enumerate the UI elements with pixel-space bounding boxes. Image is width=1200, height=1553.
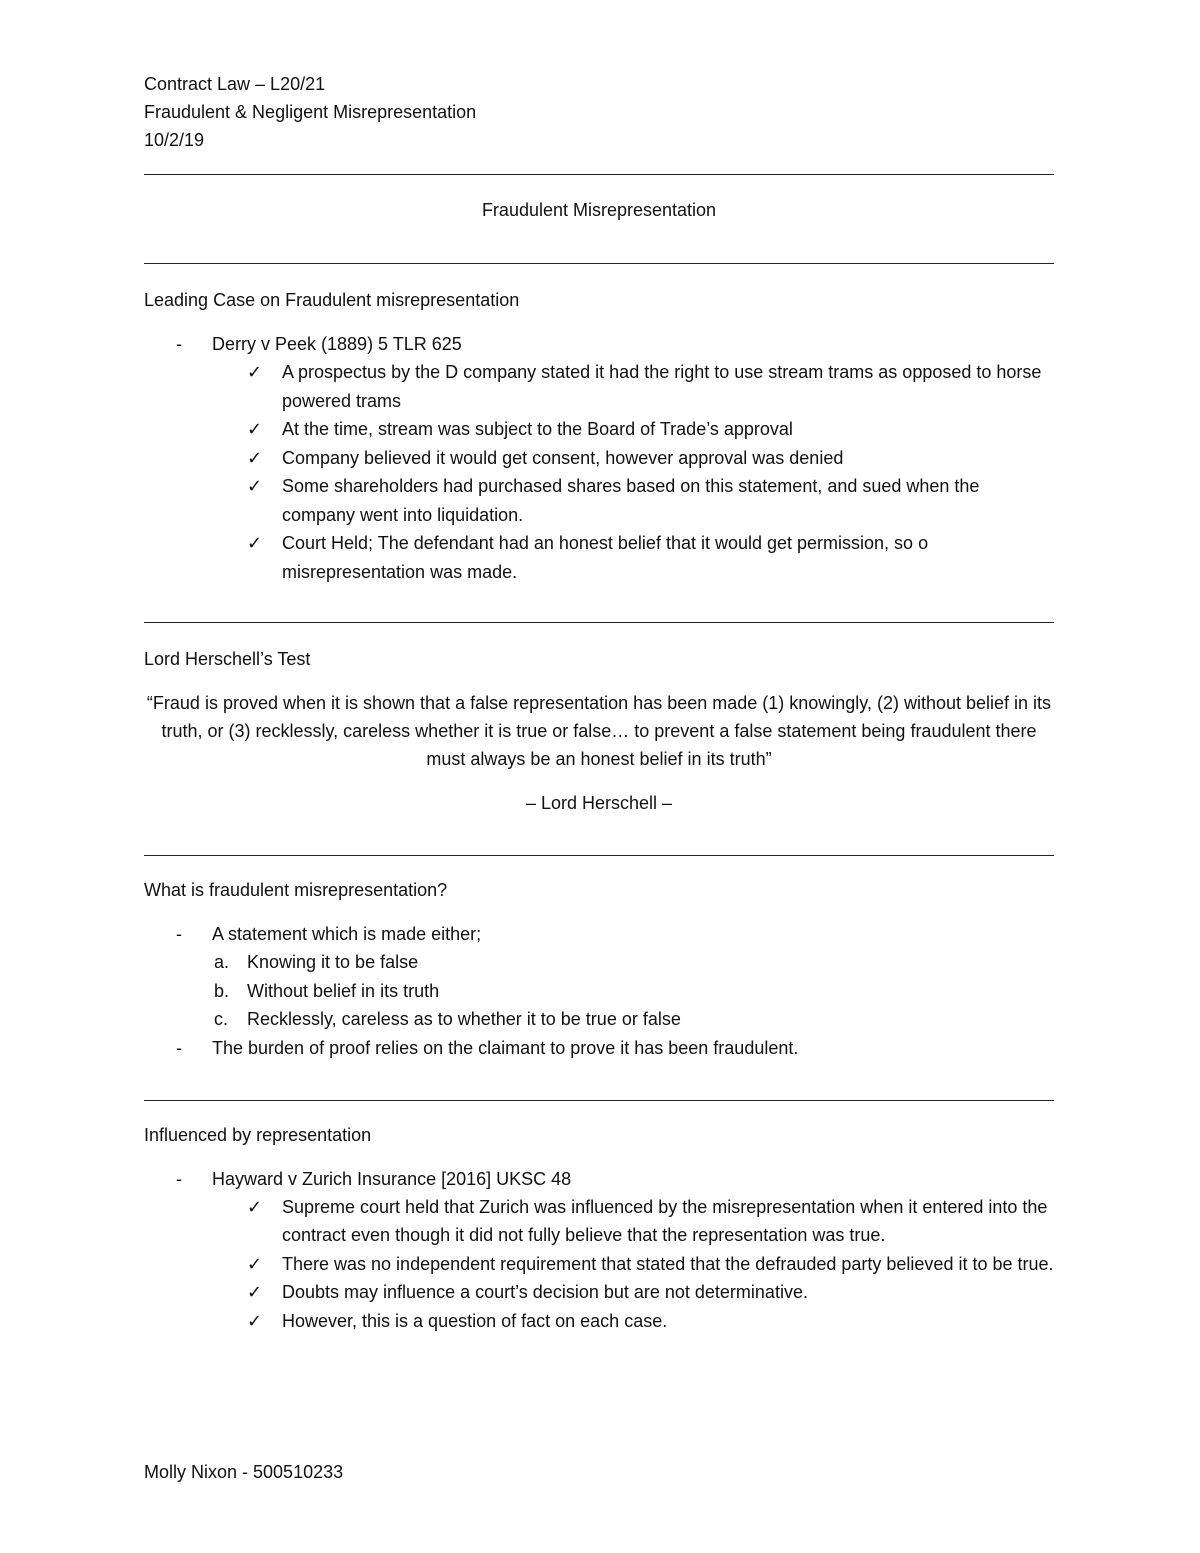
lecture-date: 10/2/19 (144, 130, 205, 150)
list-item (144, 444, 1054, 473)
list-item (144, 977, 1054, 1006)
point-text: However, this is a question of fact on each case. (282, 1310, 668, 1331)
divider (144, 855, 1054, 856)
point-text: Company believed it would get consent, however approval was denied (282, 447, 844, 468)
list-item (144, 1250, 1054, 1279)
list-item (144, 1165, 1054, 1193)
point-text: Court Held; The defendant had an honest belief that it would get permission, so o misrepresentation was made. (282, 533, 929, 582)
item-letter: b. (214, 980, 230, 1001)
leading-case-list (144, 330, 1054, 586)
document-header (144, 70, 1054, 154)
case-name: Derry v Peek (1889) 5 TLR 625 (212, 334, 462, 354)
check-icon: ✓ (247, 1310, 263, 1331)
dash-bullet: - (176, 1037, 182, 1058)
divider (144, 622, 1054, 623)
influenced-list (144, 1165, 1054, 1336)
list-item (144, 1278, 1054, 1307)
check-icon: ✓ (247, 1282, 263, 1302)
page-footer: Molly Nixon - 500510233 (144, 1462, 344, 1482)
list-item (144, 472, 1054, 529)
item-text: Knowing it to be false (247, 952, 419, 972)
course-title: Contract Law – L20/21 (144, 74, 326, 94)
dash-bullet: - (176, 924, 182, 944)
check-icon: ✓ (247, 419, 263, 439)
influenced-heading: Influenced by representation (144, 1124, 372, 1145)
check-icon: ✓ (247, 1253, 263, 1274)
list-item (144, 358, 1054, 415)
check-icon: ✓ (247, 533, 263, 553)
check-icon: ✓ (247, 447, 263, 468)
list-item (144, 1307, 1054, 1336)
point-text: At the time, stream was subject to the Board of Trade’s approval (282, 419, 793, 439)
list-item (144, 1193, 1054, 1250)
point-text: Doubts may influence a court’s decision but are not determinative. (282, 1282, 808, 1302)
item-text: Without belief in its truth (247, 980, 440, 1001)
list-item (144, 330, 1054, 358)
item-letter: a. (214, 952, 230, 972)
point-text: Some shareholders had purchased shares based on this statement, and sued when the company went into liquidation. (282, 476, 980, 525)
divider (144, 263, 1054, 264)
dash-bullet: - (176, 334, 182, 354)
point-text: Supreme court held that Zurich was influenced by the misrepresentation when it entered into the contract even though it did not fully believe that the representation was true. (282, 1196, 1048, 1245)
point-text: A prospectus by the D company stated it had the right to use stream trams as opposed to horse powered trams (282, 362, 1042, 411)
item-text: The burden of proof relies on the claimant to prove it has been fraudulent. (212, 1037, 799, 1058)
list-item (144, 529, 1054, 586)
list-item (144, 415, 1054, 444)
herschell-quote: “Fraud is proved when it is shown that a false representation has been made (1) knowingly, (2) without belief in its truth, or (3) recklessly, careless whether it is true or false… to prevent a false statement being fraudulent there must always be an honest belief in its truth” (146, 693, 1052, 769)
item-text: Recklessly, careless as to whether it to be true or false (247, 1009, 681, 1029)
definition-list (144, 920, 1054, 1062)
list-item (144, 920, 1054, 948)
quote-attribution: – Lord Herschell – (525, 793, 673, 813)
list-item (144, 1034, 1054, 1062)
test-heading: Lord Herschell’s Test (144, 649, 311, 669)
list-item (144, 948, 1054, 977)
check-icon: ✓ (247, 476, 263, 496)
check-icon: ✓ (247, 362, 263, 382)
list-item (144, 1005, 1054, 1034)
dash-bullet: - (176, 1168, 182, 1189)
item-letter: c. (214, 1009, 229, 1029)
item-text: A statement which is made either; (212, 924, 482, 944)
definition-heading: What is fraudulent misrepresentation? (144, 880, 448, 900)
lecture-topic: Fraudulent & Negligent Misrepresentation (144, 102, 477, 122)
divider (144, 174, 1054, 175)
leading-case-heading: Leading Case on Fraudulent misrepresentation (144, 290, 520, 310)
case-name: Hayward v Zurich Insurance [2016] UKSC 48 (212, 1168, 572, 1189)
point-text: There was no independent requirement that stated that the defrauded party believed it to be true. (282, 1253, 1054, 1274)
document-page (144, 70, 1054, 1335)
divider (144, 1100, 1054, 1101)
check-icon: ✓ (247, 1196, 263, 1217)
section-title: Fraudulent Misrepresentation (481, 200, 717, 220)
